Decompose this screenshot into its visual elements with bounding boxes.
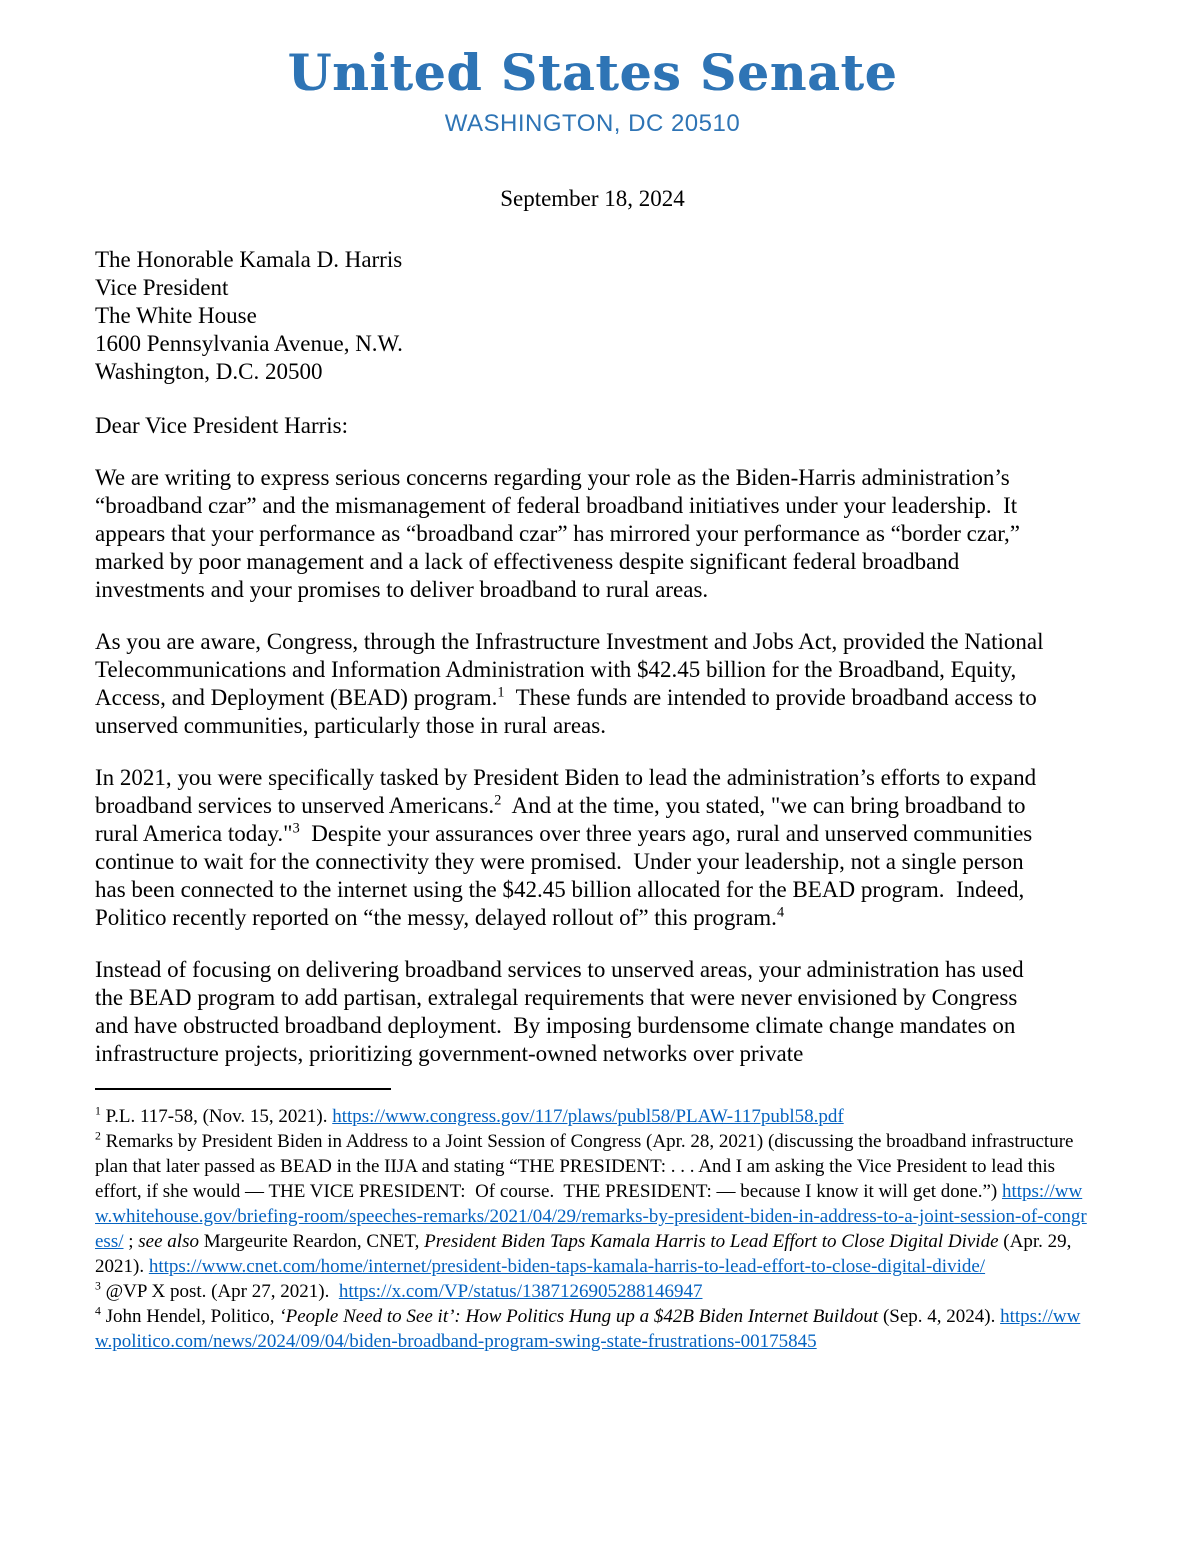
footnote-1: $^1$ P.L. 117-58, (Nov. 15, 2021). https://www.congress.gov/117/plaws/publ58/PLAW-117publ58.pdf <box>95 1104 844 1127</box>
recipient-city: Washington, D.C. 20500 <box>95 359 323 384</box>
footnote-superscript: 3 <box>95 1279 101 1293</box>
hyperlink[interactable]: https://www.whitehouse.gov/briefing-room/speeches-remarks/2021/04/29/remarks-by-president-biden-in-address-to-a-joint-session-of-congress/ <box>95 1181 1087 1252</box>
footnote-superscript: 3 <box>292 820 300 837</box>
footnotes-section <box>95 1104 1087 1354</box>
recipient-org: The White House <box>95 303 257 328</box>
letterhead-address: WASHINGTON, DC 20510 <box>444 110 741 137</box>
footnote-4: $^4$ John Hendel, Politico, ‘People Need to See it’: How Politics Hung up a $42B Biden Internet Buildout (Sep. 4, 2024). https://www.politico.com/news/2024/09/04/biden-broadband-program-swing-state-frustrations-00175845 <box>95 1304 1081 1352</box>
footnote-divider <box>95 1088 391 1090</box>
footnote-superscript: 2 <box>494 792 502 809</box>
hyperlink[interactable]: https://x.com/VP/status/1387126905288146947 <box>338 1281 703 1302</box>
footnote-2: $^2$ Remarks by President Biden in Address to a Joint Session of Congress (Apr. 28, 2021) (discussing the broadband infrastructure plan that later passed as BEAD in the IIJA and stating “THE PRESIDENT: . . . And I am asking the Vice President to lead this effort, if she would — THE VICE PRESIDENT: Of course. THE PRESIDENT: — because I know it will get done.”) https://www.whitehouse.gov/briefing-room/speeches-remarks/2021/04/29/remarks-by-president-biden-in-address-to-a-joint-session-of-congress/ ; see also Margeurite Reardon, CNET, President Biden Taps Kamala Harris to Lead Effort to Close Digital Divide (Apr. 29, 2021). https://www.cnet.com/home/internet/president-biden-taps-kamala-harris-to-lead-effort-to-close-digital-divide/ <box>95 1129 1087 1277</box>
recipient-title: Vice President <box>95 275 229 300</box>
footnote-superscript: 4 <box>95 1304 101 1318</box>
italic-citation-text: ‘People Need to See it’: How Politics Hung up a $42B Biden Internet Buildout <box>279 1306 879 1327</box>
footnote-superscript: 2 <box>95 1129 101 1143</box>
body-paragraph-1: We are writing to express serious concerns regarding your role as the Biden-Harris administration’s “broadband czar” and the mismanagement of federal broadband initiatives under your leadership. It appears that your performance as “broadband czar” has mirrored your performance as “border czar,” marked by poor management and a lack of effectiveness despite significant federal broadband investments and your promises to deliver broadband to rural areas. <box>95 465 1026 602</box>
letter-date: September 18, 2024 <box>500 186 685 211</box>
letterhead <box>95 44 1090 138</box>
footnote-superscript: 4 <box>776 904 785 921</box>
letterhead-title: United States Senate <box>287 43 898 102</box>
recipient-street: 1600 Pennsylvania Avenue, N.W. <box>95 331 403 356</box>
italic-citation-text: see also <box>138 1231 199 1252</box>
footnote-superscript: 1 <box>497 684 505 701</box>
salutation: Dear Vice President Harris: <box>95 413 349 438</box>
hyperlink[interactable]: https://www.congress.gov/117/plaws/publ58/PLAW-117publ58.pdf <box>332 1106 844 1127</box>
recipient-address-block <box>95 246 1090 386</box>
italic-citation-text: President Biden Taps Kamala Harris to Lead Effort to Close Digital Divide <box>424 1231 999 1252</box>
body-paragraph-4: Instead of focusing on delivering broadband services to unserved areas, your administration has used the BEAD program to add partisan, extralegal requirements that were never envisioned by Congress and have obstructed broadband deployment. By imposing burdensome climate change mandates on infrastructure projects, prioritizing government-owned networks over private <box>95 957 1030 1066</box>
body-paragraph-3: In 2021, you were specifically tasked by President Biden to lead the administration’s efforts to expand broadband services to unserved Americans.$^2$ And at the time, you stated, "we can bring broadband to rural America today."$^3$ Despite your assurances over three years ago, rural and unserved communities continue to wait for the connectivity they were promised. Under your leadership, not a single person has been connected to the internet using the $42.45 billion allocated for the BEAD program. Indeed, Politico recently reported on “the messy, delayed rollout of” this program.$^4$ <box>95 765 1042 930</box>
body-paragraph-2: As you are aware, Congress, through the Infrastructure Investment and Jobs Act, provided the National Telecommunications and Information Administration with $42.45 billion for the Broadband, Equity, Access, and Deployment (BEAD) program.$^1$ These funds are intended to provide broadband access to unserved communities, particularly those in rural areas. <box>95 629 1049 738</box>
hyperlink[interactable]: https://www.politico.com/news/2024/09/04/biden-broadband-program-swing-state-frustrations-00175845 <box>95 1306 1081 1352</box>
hyperlink[interactable]: https://www.cnet.com/home/internet/president-biden-taps-kamala-harris-to-lead-effort-to-close-digital-divide/ <box>148 1256 986 1277</box>
footnote-superscript: 1 <box>95 1104 101 1118</box>
footnote-3: $^3$ @VP X post. (Apr 27, 2021). https://x.com/VP/status/1387126905288146947 <box>95 1279 703 1302</box>
recipient-name: The Honorable Kamala D. Harris <box>95 247 403 272</box>
